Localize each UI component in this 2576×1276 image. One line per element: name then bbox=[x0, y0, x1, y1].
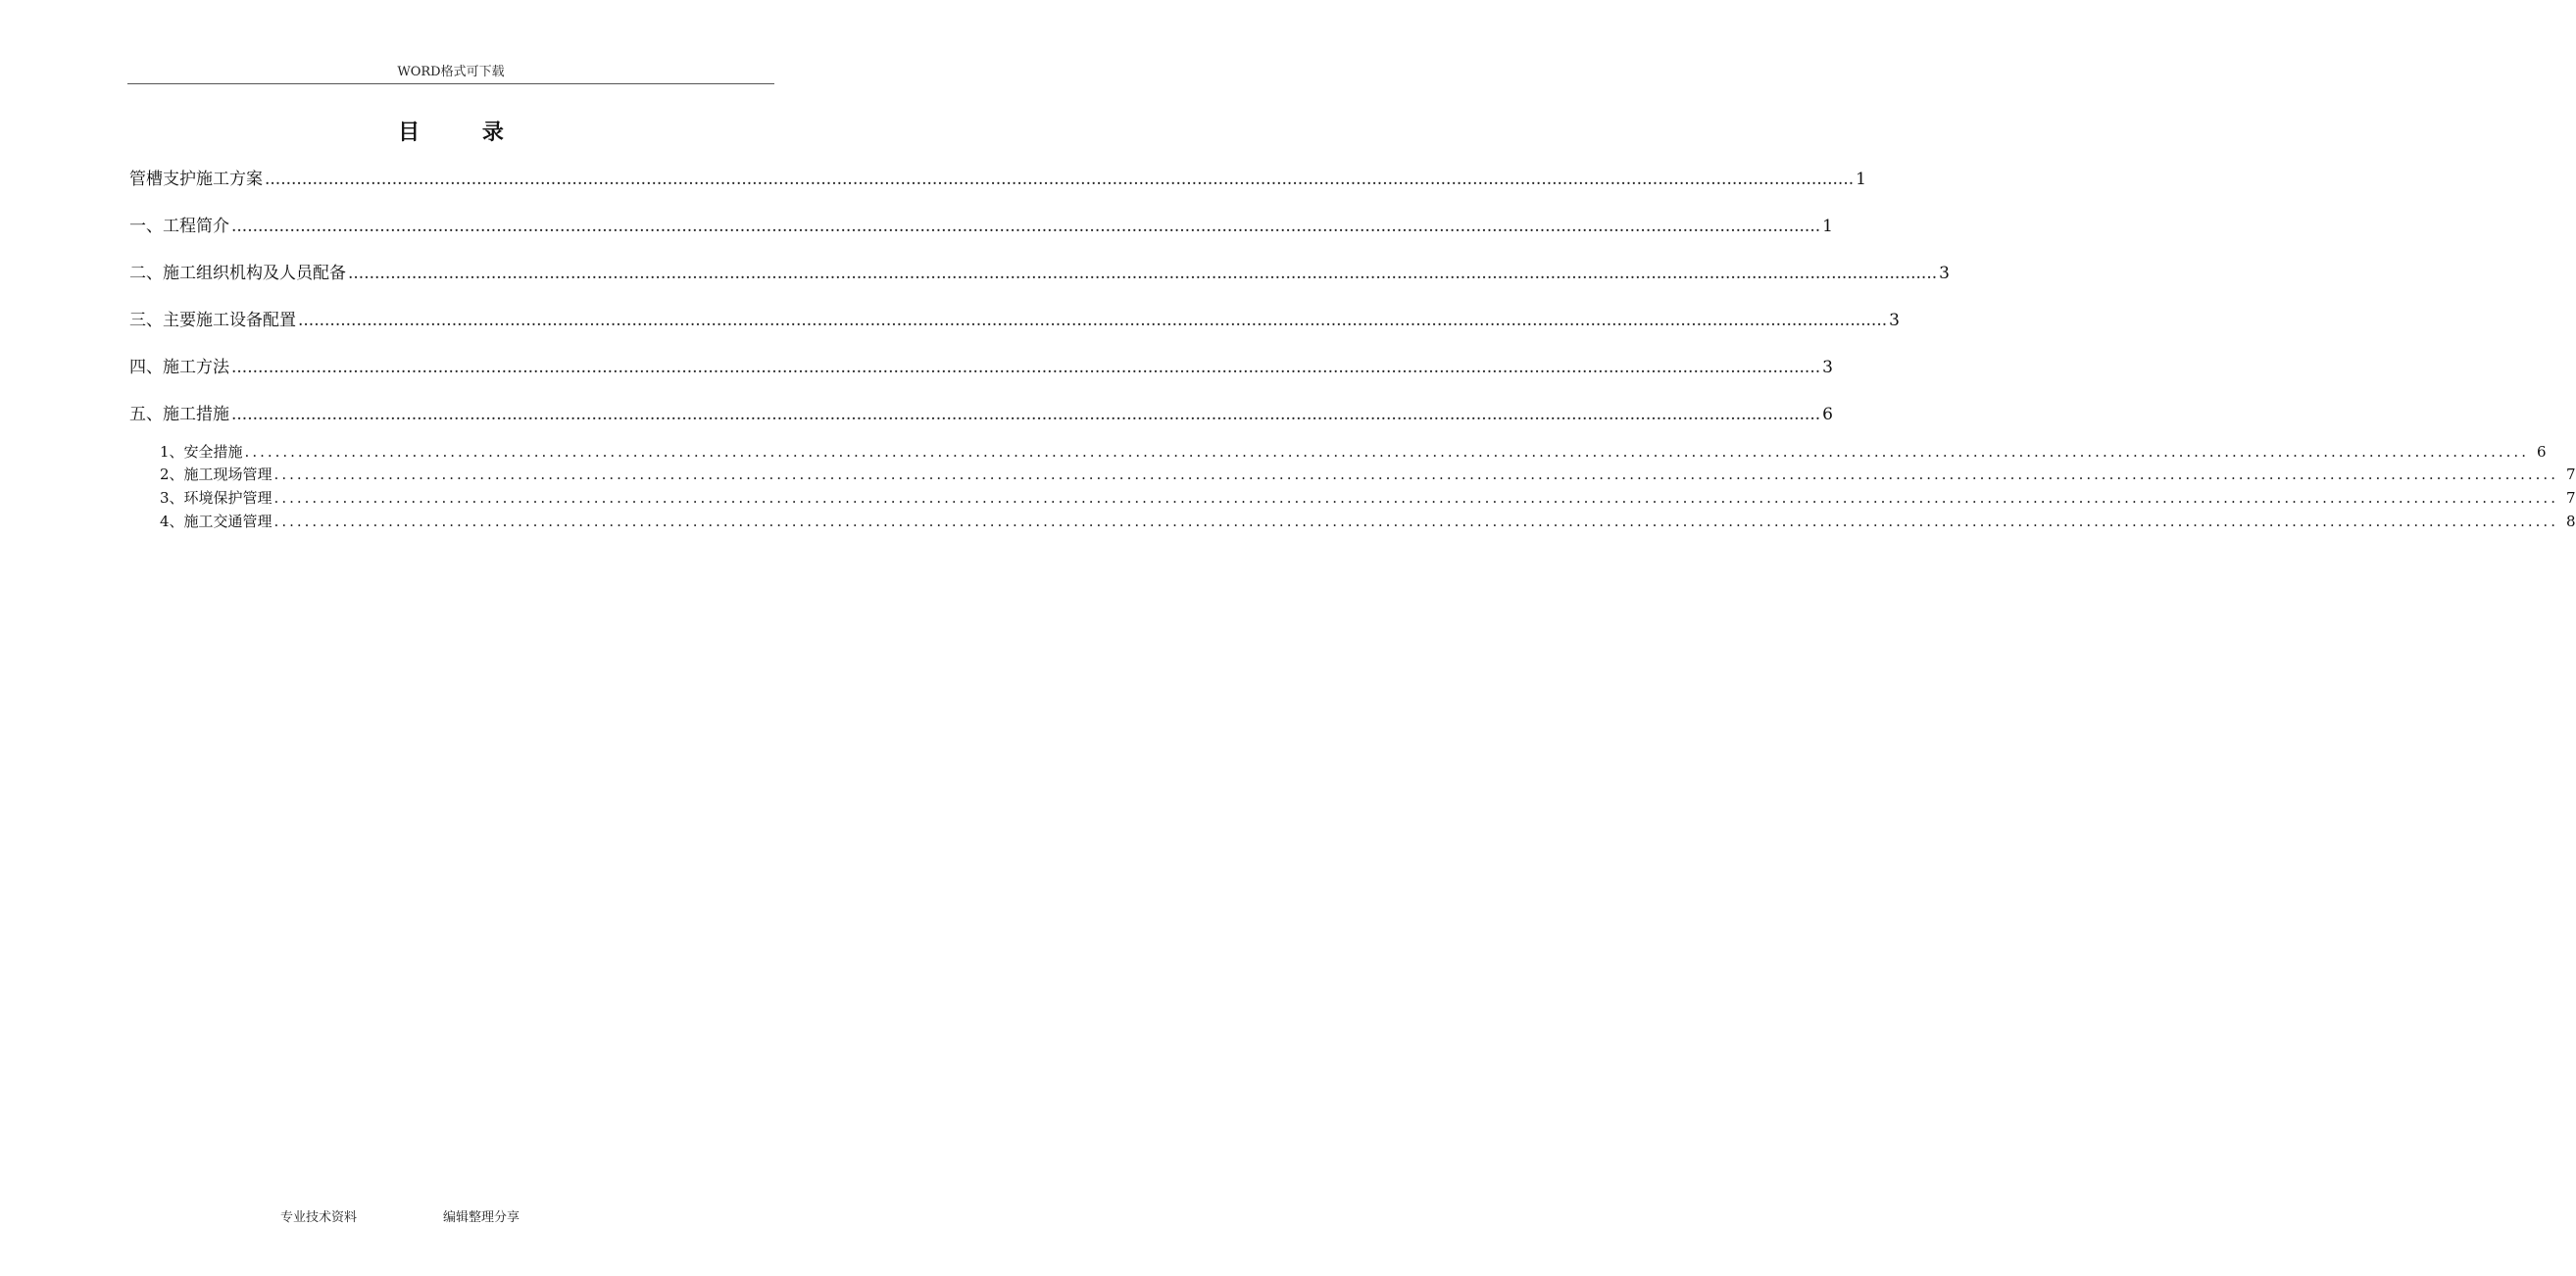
toc-entry-label: 二、施工组织机构及人员配备 bbox=[129, 264, 346, 283]
toc-entry[interactable] bbox=[129, 215, 1833, 238]
toc-entry-page: 8 bbox=[2565, 513, 2576, 530]
toc-entry-label: 一、工程简介 bbox=[129, 217, 229, 236]
toc-dot-leader: ............................................................................................................................................................................................................................................................................................................ bbox=[273, 513, 2558, 530]
toc-dot-leader: ............................................................................................................................................................................................................................................................................................................ bbox=[298, 311, 1888, 330]
toc-entry-page: 7 bbox=[2565, 466, 2576, 483]
toc-entry-page: 6 bbox=[2536, 443, 2547, 461]
toc-entry-label: 四、施工方法 bbox=[129, 358, 229, 377]
toc-entry[interactable] bbox=[129, 356, 1833, 379]
toc-entry-page: 1 bbox=[1856, 170, 1866, 189]
toc-dot-leader: ............................................................................................................................................................................................................................................................................................................ bbox=[231, 358, 1821, 377]
toc-entry-page: 3 bbox=[1939, 264, 1950, 283]
toc-entry[interactable] bbox=[160, 442, 2547, 462]
toc-dot-leader: ............................................................................................................................................................................................................................................................................................................ bbox=[273, 466, 2558, 483]
toc-entry-label: 1、安全措施 bbox=[160, 443, 243, 461]
toc-entry-label: 管槽支护施工方案 bbox=[129, 170, 263, 189]
page-header: WORD格式可下载 bbox=[397, 65, 505, 79]
toc-entry-label: 2、施工现场管理 bbox=[160, 466, 272, 483]
header-divider bbox=[127, 83, 774, 84]
toc-dot-leader: ............................................................................................................................................................................................................................................................................................................ bbox=[348, 264, 1938, 283]
toc-dot-leader: ............................................................................................................................................................................................................................................................................................................ bbox=[231, 217, 1821, 236]
toc-entry[interactable] bbox=[129, 262, 1950, 285]
toc-entry[interactable] bbox=[160, 488, 2576, 508]
toc-entry[interactable] bbox=[160, 465, 2576, 484]
toc-dot-leader: ............................................................................................................................................................................................................................................................................................................ bbox=[273, 489, 2558, 507]
toc-entry-page: 7 bbox=[2565, 489, 2576, 507]
footer-left-text: 专业技术资料 bbox=[280, 1210, 358, 1225]
toc-entry[interactable] bbox=[129, 403, 1833, 426]
toc-dot-leader: ............................................................................................................................................................................................................................................................................................................ bbox=[265, 170, 1855, 189]
toc-entry-label: 3、环境保护管理 bbox=[160, 489, 272, 507]
toc-entry[interactable] bbox=[129, 309, 1900, 332]
toc-dot-leader: ............................................................................................................................................................................................................................................................................................................ bbox=[244, 443, 2529, 461]
toc-entry-page: 6 bbox=[1822, 405, 1833, 424]
toc-entry-page: 3 bbox=[1822, 358, 1833, 377]
toc-entry-label: 五、施工措施 bbox=[129, 405, 229, 424]
toc-entry[interactable] bbox=[160, 512, 2576, 531]
footer-right-text: 编辑整理分享 bbox=[443, 1210, 520, 1225]
toc-entry-label: 三、主要施工设备配置 bbox=[129, 311, 296, 330]
toc-entry[interactable] bbox=[129, 168, 1866, 191]
toc-entry-label: 4、施工交通管理 bbox=[160, 513, 272, 530]
toc-entry-page: 3 bbox=[1889, 311, 1900, 330]
toc-title: 目 录 bbox=[398, 120, 531, 145]
toc-entry-page: 1 bbox=[1822, 217, 1833, 236]
toc-dot-leader: ............................................................................................................................................................................................................................................................................................................ bbox=[231, 405, 1821, 424]
